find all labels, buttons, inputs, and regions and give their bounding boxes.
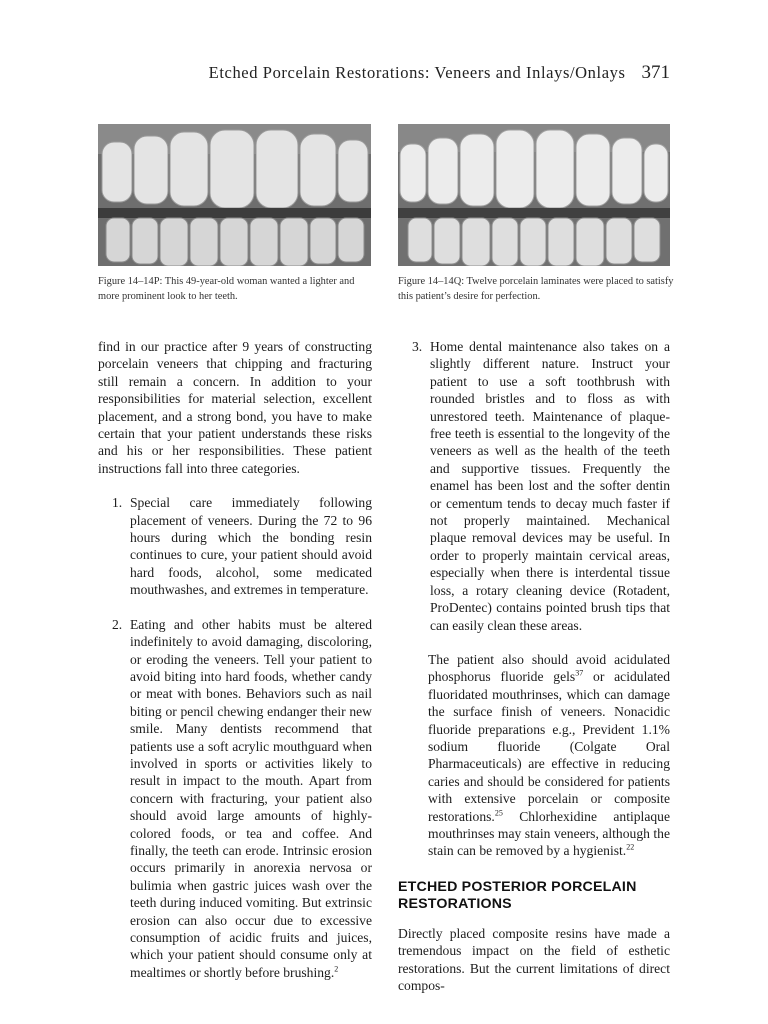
paragraph-text: The patient also should avoid acidulated phosphorus fluoride gels <box>428 651 670 685</box>
right-column <box>398 338 670 994</box>
figure-14-14q-photo <box>398 124 670 266</box>
list-item-text: Special care immediately following placement of veneers. During the 72 to 96 hours during which the bonding resin continues to cure, your patient should avoid hard foods, alcohol, some medicated mouthwashes, and extremes in temperature. <box>130 495 372 598</box>
teeth-photo-left <box>98 124 371 266</box>
figure-14-14p-caption: Figure 14–14P: This 49-year-old woman wanted a lighter and more prominent look to her teeth. <box>98 276 355 302</box>
teeth-photo-right <box>398 124 670 266</box>
paragraph-text: or acidulated fluoridated mouthrinses, which can damage the surface finish of veneers. Nonacidic fluoride preparations e.g., Prevident 1.1% sodium fluoride (Colgate Oral Pharmaceuticals) are effective in reducing caries and should be considered for patients with extensive porcelain or composite restorations. <box>428 669 670 824</box>
running-header <box>200 62 670 84</box>
section-paragraph: Directly placed composite resins have made a tremendous impact on the field of esthetic restorations. But the current limitations of direct compos- <box>398 925 670 993</box>
chapter-title: Etched Porcelain Restorations: Veneers and Inlays/Onlays <box>208 63 626 82</box>
section-heading: ETCHED POSTERIOR PORCELAIN RESTORATIONS <box>398 878 637 912</box>
reference-superscript: 37 <box>575 668 584 678</box>
list-item-text: Home dental maintenance also takes on a slightly different nature. Instruct your patient to use a soft toothbrush with rounded bristles and to floss as with unrestored teeth. Maintenance of plaque-free teeth is essential to the longevity of the veneers as well as the health of the teeth and supportive tissues. Frequently the enamel has been lost and the softer dentin or cementum tends to decay much faster if not properly maintained. Mechanical plaque removal devices may be useful. In order to properly maintain cervical areas, especially when there is interdental tissue loss, a rotary cleaning device (Rotadent, ProDentec) contains pointed brush tips that can easily clean these areas. <box>430 339 670 633</box>
page-number: 371 <box>641 62 670 83</box>
list-item-text: Eating and other habits must be altered indefinitely to avoid damaging, discoloring, or eroding the veneers. Tell your patient to avoid biting into hard foods, whether candy or meat with bones. Behaviors such as nail biting or pencil chewing endanger their new smile. Many dentists recommend that patients use a soft acrylic mouthguard when involved in sports or activities likely to result in impact to the mouth. Apart from concern with fracturing, your patient also should avoid large amounts of highly-colored foods, or tea and coffee. And finally, the teeth can erode. Intrinsic erosion occurs primarily in anorexia nervosa or bulimia when gastric juices wash over the teeth during induced vomiting. But extrinsic erosion can also occur due to excessive consumption of acidic fruits and juices, which your patient should consume only at mealtimes or shortly before brushing. <box>130 616 372 980</box>
fluoride-paragraph <box>398 651 670 860</box>
figure-14-14p-photo <box>98 124 371 266</box>
paragraph-text: Chlorhexidine antiplaque mouthrinses may stain veneers, although the stain can be removed by a hygienist. <box>428 808 670 859</box>
left-column <box>98 338 372 981</box>
instruction-list-continued <box>398 338 670 634</box>
intro-paragraph: find in our practice after 9 years of constructing porcelain veneers that chipping and fracturing still remain a concern. In addition to your responsibilities for material selection, excellent placement, and a strong bond, you have to make certain that your patient understands these risks and his or her responsibilities. These patient instructions fall into three categories. <box>98 339 372 476</box>
list-item <box>98 494 372 598</box>
instruction-list <box>98 494 372 981</box>
reference-superscript: 22 <box>626 842 635 852</box>
list-number: 1. <box>112 495 123 511</box>
list-number: 3. <box>412 339 423 354</box>
list-item <box>98 616 372 982</box>
list-item <box>398 338 670 634</box>
reference-superscript: 2 <box>334 964 339 974</box>
reference-superscript: 25 <box>494 808 503 818</box>
figure-14-14q-caption: Figure 14–14Q: Twelve porcelain laminates were placed to satisfy this patient’s desire for perfection. <box>398 276 674 302</box>
list-number: 2. <box>112 616 123 632</box>
